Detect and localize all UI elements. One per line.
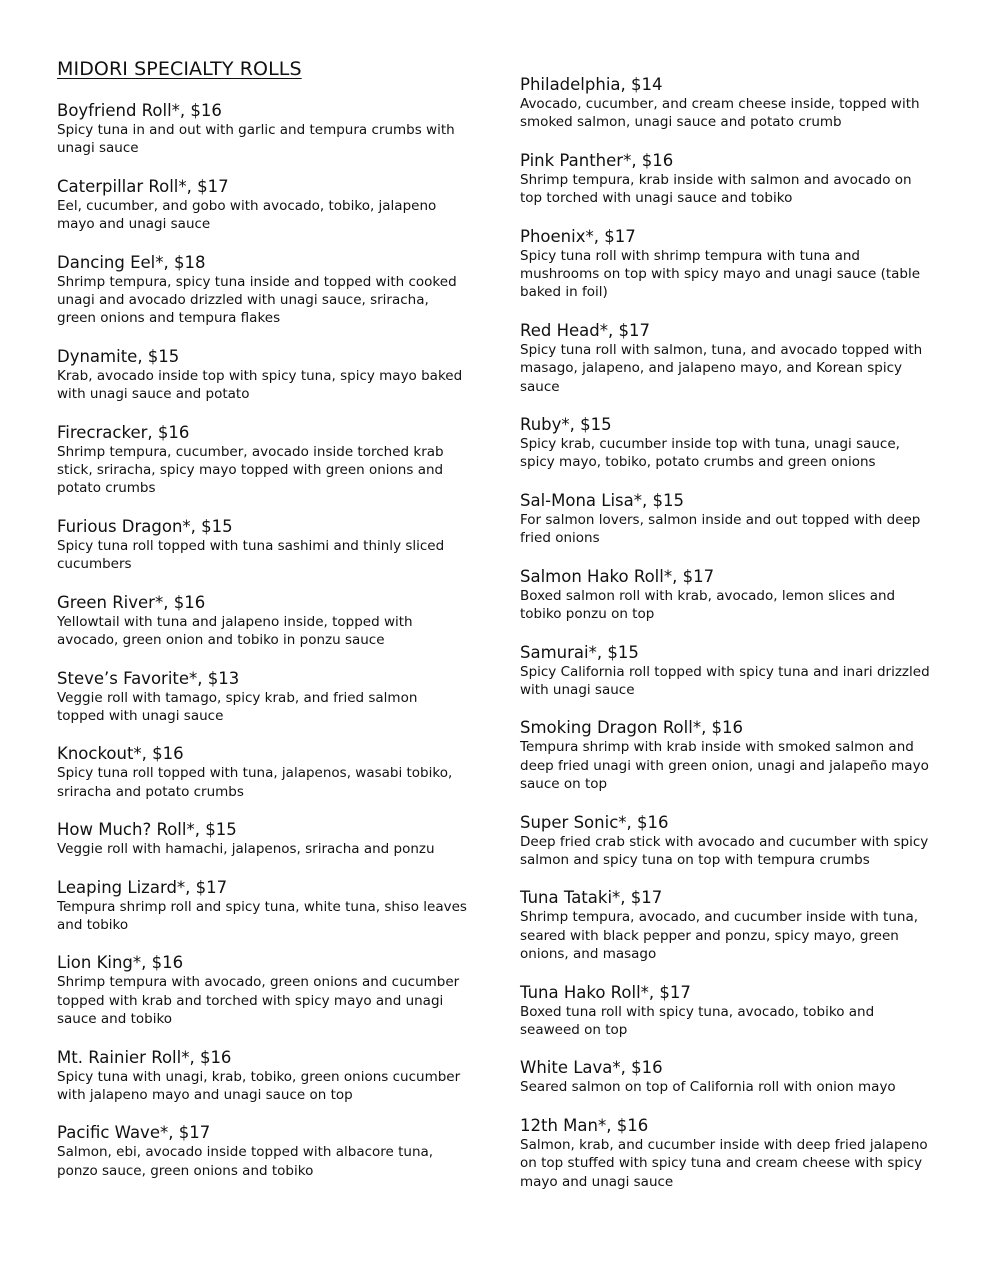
- left-column: [57, 101, 467, 1199]
- item-description: Tempura shrimp with krab inside with smoked salmon and deep fried unagi with green onion, unagi and jalapeño mayo sauce on top: [520, 739, 929, 793]
- menu-item: [57, 593, 467, 650]
- menu-item: [520, 888, 932, 963]
- item-description: Veggie roll with hamachi, jalapenos, sriracha and ponzu: [57, 841, 435, 858]
- menu-item: [520, 75, 932, 132]
- item-description: Spicy tuna with unagi, krab, tobiko, green onions cucumber with jalapeno mayo and unagi sauce on top: [57, 1068, 461, 1103]
- item-name: White Lava*, $16: [520, 1058, 663, 1078]
- item-name: Green River*, $16: [57, 592, 206, 612]
- item-description: Deep fried crab stick with avocado and cucumber with spicy salmon and spicy tuna on top with tempura crumbs: [520, 833, 929, 868]
- item-name: Samurai*, $15: [520, 642, 639, 662]
- menu-item: [520, 227, 932, 302]
- item-description: Spicy tuna roll with salmon, tuna, and avocado topped with masago, jalapeno, and jalapeno mayo, and Korean spicy sauce: [520, 341, 923, 395]
- item-description: Tempura shrimp roll and spicy tuna, white tuna, shiso leaves and tobiko: [57, 898, 467, 933]
- item-name: Dynamite, $15: [57, 346, 180, 366]
- item-description: Krab, avocado inside top with spicy tuna, spicy mayo baked with unagi sauce and potato: [57, 367, 463, 403]
- menu-item: [520, 1058, 932, 1096]
- item-name: How Much? Roll*, $15: [57, 820, 237, 840]
- item-name: Furious Dragon*, $15: [57, 516, 233, 536]
- item-name: Pacific Wave*, $17: [57, 1123, 211, 1143]
- menu-item: [57, 101, 467, 158]
- menu-item: [520, 813, 932, 870]
- item-name: Smoking Dragon Roll*, $16: [520, 718, 744, 738]
- item-name: Caterpillar Roll*, $17: [57, 176, 229, 196]
- item-name: 12th Man*, $16: [520, 1115, 649, 1135]
- menu-item: [520, 321, 932, 396]
- item-name: Salmon Hako Roll*, $17: [520, 566, 715, 586]
- item-description: Veggie roll with tamago, spicy krab, and fried salmon topped with unagi sauce: [57, 689, 418, 724]
- item-name: Firecracker, $16: [57, 422, 190, 442]
- item-description: Eel, cucumber, and gobo with avocado, tobiko, jalapeno mayo and unagi sauce: [57, 197, 437, 233]
- item-description: Spicy krab, cucumber inside top with tuna, unagi sauce, spicy mayo, tobiko, potato crumbs and green onions: [520, 436, 900, 471]
- item-name: Super Sonic*, $16: [520, 812, 669, 832]
- item-description: Shrimp tempura, cucumber, avocado inside torched krab stick, sriracha, spicy mayo topped with green onions and potato crumbs: [57, 443, 444, 497]
- item-name: Boyfriend Roll*, $16: [57, 101, 222, 120]
- item-description: Spicy tuna in and out with garlic and tempura crumbs with unagi sauce: [57, 122, 455, 157]
- item-description: Shrimp tempura, avocado, and cucumber inside with tuna, seared with black pepper and ponzu, spicy mayo, green onions, and masago: [520, 909, 919, 963]
- menu-item: [57, 744, 467, 801]
- menu-item: [57, 669, 467, 726]
- item-description: Seared salmon on top of California roll with onion mayo: [520, 1079, 896, 1096]
- item-description: Spicy California roll topped with spicy tuna and inari drizzled with unagi sauce: [520, 663, 930, 698]
- item-name: Steve’s Favorite*, $13: [57, 668, 240, 688]
- item-description: Shrimp tempura, krab inside with salmon and avocado on top torched with unagi sauce and tobiko: [520, 171, 912, 207]
- item-description: Boxed tuna roll with spicy tuna, avocado, tobiko and seaweed on top: [520, 1003, 875, 1038]
- menu-item: [520, 491, 932, 548]
- item-name: Leaping Lizard*, $17: [57, 877, 228, 897]
- item-description: Spicy tuna roll topped with tuna sashimi and thinly sliced cucumbers: [57, 537, 445, 573]
- item-name: Mt. Rainier Roll*, $16: [57, 1047, 232, 1067]
- right-column: [520, 75, 932, 1210]
- item-name: Phoenix*, $17: [520, 226, 636, 246]
- item-name: Ruby*, $15: [520, 415, 612, 435]
- item-description: Shrimp tempura with avocado, green onions and cucumber topped with krab and torched with spicy mayo and unagi sauce and tobiko: [57, 974, 460, 1028]
- item-name: Philadelphia, $14: [520, 75, 663, 94]
- item-name: Pink Panther*, $16: [520, 150, 674, 170]
- item-name: Tuna Tataki*, $17: [520, 888, 663, 908]
- item-name: Red Head*, $17: [520, 320, 650, 340]
- item-name: Tuna Hako Roll*, $17: [520, 982, 691, 1002]
- item-description: Avocado, cucumber, and cream cheese inside, topped with smoked salmon, unagi sauce and potato crumb: [520, 96, 920, 131]
- item-name: Sal-Mona Lisa*, $15: [520, 490, 684, 510]
- menu-item: [520, 1116, 932, 1191]
- menu-item: [520, 983, 932, 1040]
- menu-item: [57, 1048, 467, 1105]
- menu-item: [57, 177, 467, 234]
- menu-item: [520, 151, 932, 208]
- item-description: Spicy tuna roll topped with tuna, jalapenos, wasabi tobiko, sriracha and potato crumbs: [57, 765, 453, 800]
- item-description: Salmon, krab, and cucumber inside with deep fried jalapeno on top stuffed with spicy tuna and cream cheese with spicy mayo and unagi sauce: [520, 1136, 928, 1190]
- item-name: Dancing Eel*, $18: [57, 252, 206, 272]
- item-description: Spicy tuna roll with shrimp tempura with tuna and mushrooms on top with spicy mayo and unagi sauce (table baked in foil): [520, 247, 921, 301]
- item-description: Boxed salmon roll with krab, avocado, lemon slices and tobiko ponzu on top: [520, 587, 896, 623]
- item-description: Salmon, ebi, avocado inside topped with albacore tuna, ponzo sauce, green onions and tobiko: [57, 1144, 434, 1179]
- menu-item: [57, 1123, 467, 1180]
- item-name: Lion King*, $16: [57, 953, 184, 973]
- menu-item: [520, 415, 932, 472]
- menu-item: [57, 253, 467, 328]
- item-description: Yellowtail with tuna and jalapeno inside, topped with avocado, green onion and tobiko in ponzu sauce: [57, 613, 413, 649]
- menu-title: MIDORI SPECIALTY ROLLS: [57, 58, 302, 80]
- menu-item: [57, 517, 467, 574]
- menu-item: [520, 718, 932, 793]
- item-name: Knockout*, $16: [57, 744, 184, 764]
- item-description: For salmon lovers, salmon inside and out topped with deep fried onions: [520, 511, 921, 547]
- menu-item: [520, 643, 932, 700]
- menu-item: [520, 567, 932, 624]
- item-description: Shrimp tempura, spicy tuna inside and topped with cooked unagi and avocado drizzled with unagi sauce, sriracha, green onions and tempura flakes: [57, 273, 457, 327]
- menu-item: [57, 347, 467, 404]
- menu-item: [57, 953, 467, 1028]
- menu-item: [57, 820, 467, 858]
- menu-item: [57, 878, 467, 935]
- menu-item: [57, 423, 467, 498]
